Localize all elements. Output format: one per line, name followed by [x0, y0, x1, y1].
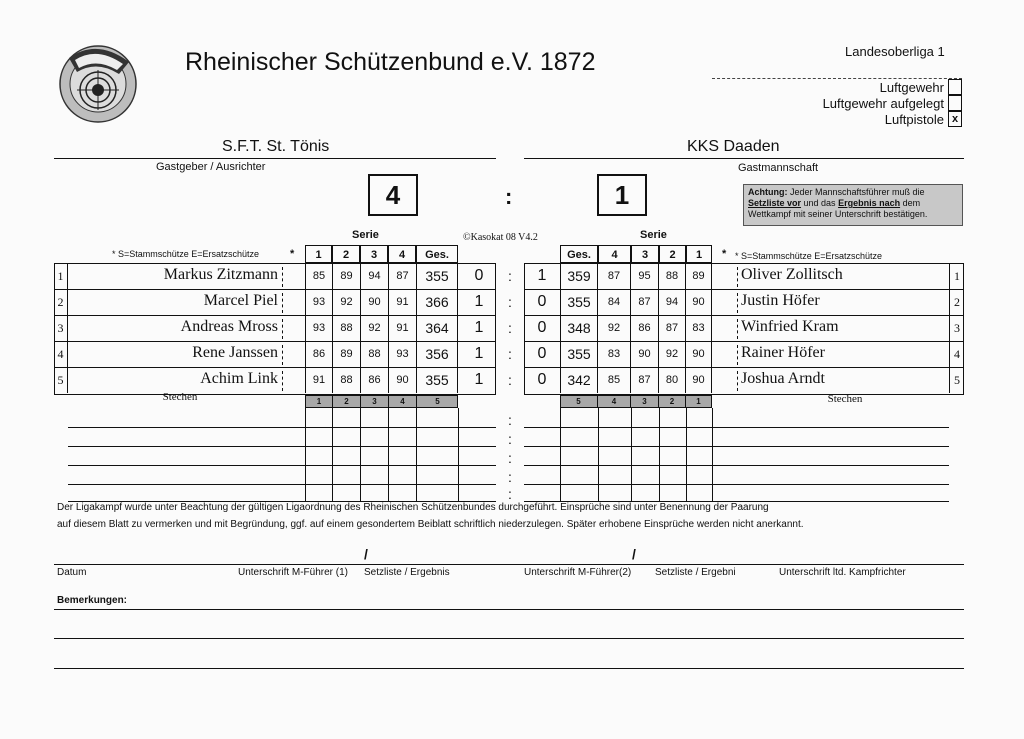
- away-stechen-line[interactable]: [524, 427, 949, 428]
- home-match-points: 1: [474, 371, 484, 388]
- home-stechen-col-line: [388, 408, 389, 501]
- away-series-value: 92: [659, 341, 686, 367]
- away-match-points: 0: [537, 371, 547, 388]
- home-series-value: 93: [388, 341, 416, 367]
- row-separator: :: [508, 372, 512, 388]
- home-total: 355: [416, 367, 458, 393]
- home-match-points: 1: [474, 319, 484, 336]
- home-series-value: 93: [305, 315, 332, 341]
- home-stechen-col-line: [332, 408, 333, 501]
- away-legend: * S=Stammschütze E=Ersatzschütze: [735, 251, 883, 261]
- away-stechen-col: 1: [686, 395, 712, 408]
- away-match-points: 0: [537, 345, 547, 362]
- home-series-value: 92: [360, 315, 388, 341]
- league-label: Landesoberliga 1: [845, 44, 945, 59]
- away-series-value: 87: [659, 315, 686, 341]
- home-total: 356: [416, 341, 458, 367]
- home-stechen-line[interactable]: [68, 446, 496, 447]
- away-total: 342: [560, 367, 598, 393]
- away-series-value: 87: [598, 263, 631, 289]
- remarks-label: Bemerkungen:: [57, 595, 128, 606]
- weapon-type-luftpistole: Luftpistole: [884, 112, 944, 127]
- home-match-points: 1: [474, 345, 484, 362]
- home-team-name: S.F.T. St. Tönis: [222, 138, 330, 155]
- away-name-divider: [737, 319, 738, 339]
- stechen-separator: :: [508, 469, 512, 485]
- away-stechen-col-line: [712, 408, 713, 501]
- away-col-header: 3: [631, 245, 659, 263]
- home-series-value: 93: [305, 289, 332, 315]
- away-position: 4: [949, 341, 964, 367]
- home-series-value: 91: [388, 289, 416, 315]
- away-series-value: 90: [686, 289, 712, 315]
- away-series-value: 90: [686, 367, 712, 393]
- weapon-type-luftgewehr-aufgelegt: Luftgewehr aufgelegt: [822, 96, 944, 111]
- away-shooter-name: Oliver Zollitsch: [741, 266, 843, 283]
- away-col-header: 2: [659, 245, 686, 263]
- away-series-value: 84: [598, 289, 631, 315]
- away-position: 3: [949, 315, 964, 341]
- signature-leader2-label: Unterschrift M-Führer(2): [524, 567, 632, 578]
- home-stechen-col: 1: [305, 395, 332, 408]
- remarks-line-1[interactable]: [54, 609, 964, 610]
- signature-leader1-label: Unterschrift M-Führer (1): [238, 567, 349, 578]
- away-stechen-col-line: [686, 408, 687, 501]
- home-stechen-col: 5: [416, 395, 458, 408]
- footer-text-line1: Der Ligakampf wurde unter Beachtung der gültigen Ligaordnung des Rheinischen Schützenbundes durchgeführt. Einsprüche sind unter Benennung der Paarung: [57, 502, 769, 513]
- copyright-label: ©Kasokat 08 V4.2: [463, 232, 538, 243]
- home-star: *: [290, 248, 295, 260]
- away-stechen-col-line: [659, 408, 660, 501]
- away-stechen-col: 3: [631, 395, 659, 408]
- checkbox-luftpistole[interactable]: x: [948, 111, 962, 127]
- away-stechen-label: Stechen: [827, 393, 863, 405]
- away-series-value: 95: [631, 263, 659, 289]
- slash-2: /: [632, 546, 636, 562]
- home-name-divider: [282, 267, 283, 287]
- footer-text-line2: auf diesem Blatt zu vermerken und mit Begründung, ggf. auf einem gesondertem Beiblatt schriftlich niederzulegen. Später erhobene Einsprüche werden nicht anerkannt.: [57, 519, 804, 530]
- away-series-value: 87: [631, 289, 659, 315]
- row-separator: :: [508, 294, 512, 310]
- away-match-points: 1: [537, 267, 547, 284]
- association-title: Rheinischer Schützenbund e.V. 1872: [185, 48, 596, 76]
- home-total: 364: [416, 315, 458, 341]
- home-serie-label: Serie: [352, 229, 379, 241]
- home-stechen-col: 3: [360, 395, 388, 408]
- remarks-line-3[interactable]: [54, 668, 964, 669]
- association-logo: [57, 40, 139, 124]
- remarks-line-2[interactable]: [54, 638, 964, 639]
- away-shooter-name: Rainer Höfer: [741, 344, 825, 361]
- away-stechen-line[interactable]: [524, 465, 949, 466]
- home-series-value: 85: [305, 263, 332, 289]
- home-stechen-col-line: [458, 408, 459, 501]
- home-shooter-name: Marcel Piel: [203, 292, 278, 309]
- away-match-points: 0: [537, 319, 547, 336]
- away-total: 359: [560, 263, 598, 289]
- home-position: 1: [54, 263, 68, 289]
- away-series-value: 85: [598, 367, 631, 393]
- home-name-divider: [282, 371, 283, 391]
- home-team-underline: [54, 158, 496, 159]
- home-score-box: 4: [368, 174, 418, 216]
- home-series-value: 86: [305, 341, 332, 367]
- home-stechen-col-line: [360, 408, 361, 501]
- home-total: 366: [416, 289, 458, 315]
- home-match-points: 0: [474, 267, 484, 284]
- away-series-value: 90: [686, 341, 712, 367]
- home-stechen-line[interactable]: [68, 427, 496, 428]
- away-name-divider: [737, 345, 738, 365]
- home-position: 5: [54, 367, 68, 393]
- home-position: 3: [54, 315, 68, 341]
- home-series-value: 88: [360, 341, 388, 367]
- home-stechen-col-line: [416, 408, 417, 501]
- home-series-value: 92: [332, 289, 360, 315]
- home-name-divider: [282, 319, 283, 339]
- away-series-value: 80: [659, 367, 686, 393]
- home-shooter-name: Markus Zitzmann: [163, 266, 278, 283]
- home-shooter-name: Achim Link: [200, 370, 278, 387]
- setzliste2-label: Setzliste / Ergebni: [655, 567, 736, 578]
- home-col-header: 2: [332, 245, 360, 263]
- away-score-box: 1: [597, 174, 647, 216]
- slash-1: /: [364, 546, 368, 562]
- home-position: 4: [54, 341, 68, 367]
- home-name-divider: [282, 345, 283, 365]
- home-series-value: 89: [332, 341, 360, 367]
- dashed-divider: [712, 78, 962, 79]
- home-series-value: 87: [388, 263, 416, 289]
- away-star: *: [722, 248, 727, 260]
- checkbox-luftgewehr-aufgelegt[interactable]: [948, 95, 962, 111]
- away-name-divider: [737, 267, 738, 287]
- notice-box: Achtung: Jeder Mannschaftsführer muß die Setzliste vor und das Ergebnis nach dem Wettkampf mit seiner Unterschrift bestätigen.: [743, 184, 963, 226]
- away-team-name: KKS Daaden: [687, 138, 780, 155]
- home-col-header: 1: [305, 245, 332, 263]
- home-match-points: 1: [474, 293, 484, 310]
- home-name-divider: [282, 293, 283, 313]
- setzliste1-label: Setzliste / Ergebnis: [364, 567, 450, 578]
- home-team-role: Gastgeber / Ausrichter: [156, 161, 266, 173]
- away-col-header: Ges.: [560, 245, 598, 263]
- away-stechen-line[interactable]: [524, 446, 949, 447]
- away-match-points: 0: [537, 293, 547, 310]
- away-shooter-name: Winfried Kram: [741, 318, 839, 335]
- away-col-header: 4: [598, 245, 631, 263]
- away-series-value: 90: [631, 341, 659, 367]
- home-series-value: 94: [360, 263, 388, 289]
- row-separator: :: [508, 346, 512, 362]
- home-stechen-col: 4: [388, 395, 416, 408]
- home-series-value: 90: [388, 367, 416, 393]
- home-legend: * S=Stammschütze E=Ersatzschütze: [112, 249, 260, 259]
- away-total: 355: [560, 341, 598, 367]
- away-stechen-col-line: [598, 408, 599, 501]
- home-stechen-label: Stechen: [162, 391, 198, 403]
- away-stechen-col-line: [631, 408, 632, 501]
- weapon-type-luftgewehr: Luftgewehr: [879, 80, 944, 95]
- away-total: 348: [560, 315, 598, 341]
- home-position: 2: [54, 289, 68, 315]
- home-total: 355: [416, 263, 458, 289]
- home-series-value: 89: [332, 263, 360, 289]
- home-shooter-name: Andreas Mross: [180, 318, 278, 335]
- score-separator: :: [505, 184, 513, 209]
- home-shooter-name: Rene Janssen: [192, 344, 278, 361]
- home-stechen-line[interactable]: [68, 465, 496, 466]
- home-series-value: 91: [305, 367, 332, 393]
- away-stechen-col-line: [560, 408, 561, 501]
- stechen-separator: :: [508, 486, 512, 502]
- signature-judge-label: Unterschrift ltd. Kampfrichter: [779, 567, 906, 578]
- away-stechen-col: 4: [598, 395, 631, 408]
- away-position: 5: [949, 367, 964, 393]
- home-series-value: 91: [388, 315, 416, 341]
- away-team-role: Gastmannschaft: [738, 162, 819, 174]
- row-separator: :: [508, 320, 512, 336]
- stechen-separator: :: [508, 431, 512, 447]
- away-series-value: 86: [631, 315, 659, 341]
- away-series-value: 87: [631, 367, 659, 393]
- away-position: 2: [949, 289, 964, 315]
- away-name-divider: [737, 293, 738, 313]
- home-col-header: Ges.: [416, 245, 458, 263]
- away-stechen-col: 2: [659, 395, 686, 408]
- home-col-header: 3: [360, 245, 388, 263]
- datum-label: Datum: [57, 567, 87, 578]
- stechen-separator: :: [508, 412, 512, 428]
- away-serie-label: Serie: [640, 229, 667, 241]
- away-series-value: 88: [659, 263, 686, 289]
- away-series-value: 83: [598, 341, 631, 367]
- home-stechen-col-line: [305, 408, 306, 501]
- home-series-value: 88: [332, 367, 360, 393]
- away-position: 1: [949, 263, 964, 289]
- away-series-value: 94: [659, 289, 686, 315]
- away-shooter-name: Joshua Arndt: [741, 370, 825, 387]
- stechen-separator: :: [508, 450, 512, 466]
- away-stechen-col: 5: [560, 395, 598, 408]
- home-series-value: 88: [332, 315, 360, 341]
- home-stechen-col: 2: [332, 395, 360, 408]
- away-team-underline: [524, 158, 964, 159]
- checkbox-luftgewehr[interactable]: [948, 79, 962, 95]
- home-stechen-line[interactable]: [68, 484, 496, 485]
- signature-line[interactable]: [54, 564, 964, 565]
- home-series-value: 90: [360, 289, 388, 315]
- row-separator: :: [508, 268, 512, 284]
- away-shooter-name: Justin Höfer: [741, 292, 820, 309]
- away-series-value: 92: [598, 315, 631, 341]
- away-stechen-line[interactable]: [524, 484, 949, 485]
- away-series-value: 89: [686, 263, 712, 289]
- away-series-value: 83: [686, 315, 712, 341]
- away-col-header: 1: [686, 245, 712, 263]
- away-name-divider: [737, 371, 738, 391]
- home-col-header: 4: [388, 245, 416, 263]
- home-series-value: 86: [360, 367, 388, 393]
- away-total: 355: [560, 289, 598, 315]
